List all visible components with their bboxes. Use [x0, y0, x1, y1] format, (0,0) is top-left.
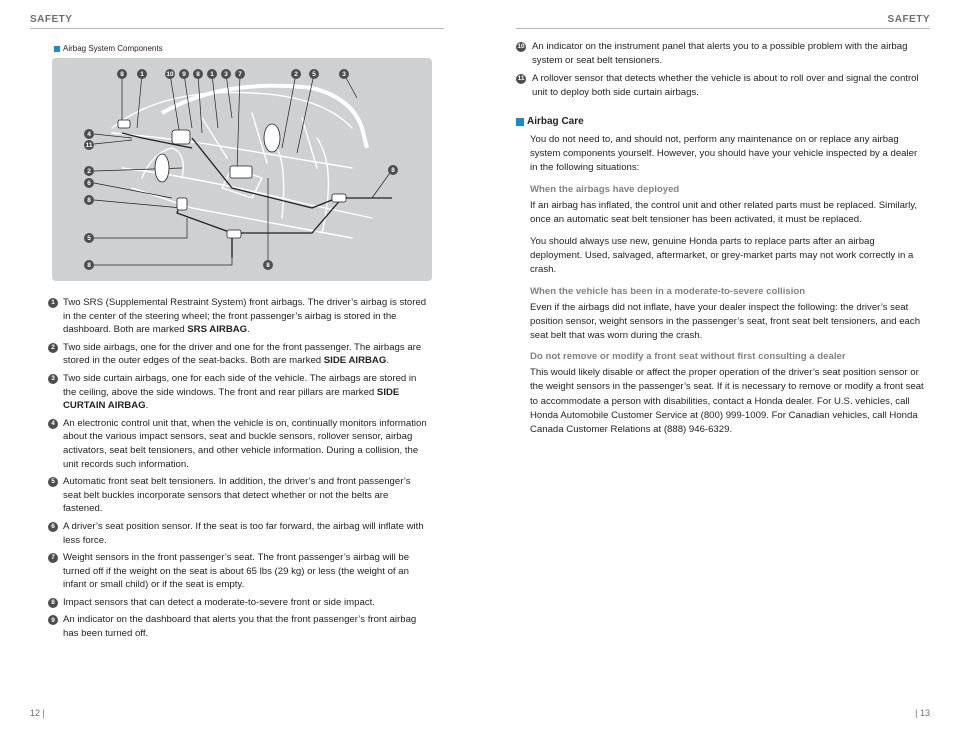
- callout-badge: 5: [309, 69, 319, 79]
- callout-badge: 8: [117, 69, 127, 79]
- callout-badge: 8: [84, 260, 94, 270]
- item-number-badge: 2: [48, 343, 58, 353]
- item-text: [63, 296, 428, 337]
- intro-paragraph: You do not need to, and should not, perform any maintenance on or replace any airbag system components yourself. However, you should have your vehicle inspected by a dealer in the following situations:: [530, 134, 918, 174]
- list-item: [516, 40, 926, 67]
- list-item: [48, 296, 428, 337]
- page-number: | 13: [915, 708, 930, 718]
- subheading: When the vehicle has been in a moderate-to-severe collision: [530, 285, 806, 297]
- item-number-badge: 4: [48, 419, 58, 429]
- callout-badge: 10: [166, 70, 174, 78]
- list-item: [48, 475, 428, 516]
- diagram-callouts-left: [84, 58, 96, 281]
- item-body: Two side airbags, one for the driver and one for the front passenger. The airbags are stored in the outer edges of the seat-backs. Both are marked: [63, 341, 422, 367]
- item-marking: SRS AIRBAG: [187, 324, 248, 336]
- item-number-badge: 1: [48, 298, 58, 308]
- item-body: Two SRS (Supplemental Restraint System) front airbags. The driver’s airbag is stored in the center of the steering wheel; the front passenger’s airbag is stored in the dashboard. Both are marked: [63, 297, 427, 336]
- list-item: [48, 551, 428, 592]
- item-text: [63, 372, 428, 413]
- callout-badge: 1: [137, 69, 147, 79]
- header-rule: [516, 28, 930, 29]
- callout-badge: 11: [85, 141, 93, 149]
- item-text: [63, 341, 428, 368]
- page-number: 12 |: [30, 708, 45, 718]
- item-text: A rollover sensor that detects whether the vehicle is about to roll over and signal the control unit to deploy both side curtain airbags.: [532, 73, 919, 98]
- item-number-badge: 9: [48, 615, 58, 625]
- item-marking: SIDE CURTAIN AIRBAG: [63, 386, 400, 412]
- page-header: SAFETY: [887, 14, 930, 25]
- callout-badge: 2: [84, 166, 94, 176]
- airbag-care-section: [516, 116, 926, 445]
- section-title: [516, 116, 926, 127]
- callout-badge: 8: [193, 69, 203, 79]
- item-text: Impact sensors that can detect a moderate-to-severe front or side impact.: [63, 596, 375, 608]
- callout-badge: 9: [179, 69, 189, 79]
- item-number-badge: 11: [517, 75, 525, 83]
- item-number-badge: 10: [517, 43, 525, 51]
- item-number-badge: 7: [48, 553, 58, 563]
- list-item: [48, 520, 428, 547]
- item-body: Two side curtain airbags, one for each side of the vehicle. The airbags are stored in the ceiling, above the side windows. The front and rear pillars are marked: [63, 372, 417, 398]
- callout-badge: 5: [84, 233, 94, 243]
- header-rule: [30, 28, 444, 29]
- callout-badge: 8: [263, 260, 273, 270]
- item-text: Automatic front seat belt tensioners. In addition, the driver’s and front passenger’s seat belt buckles incorporate sensors that detect whether or not the belts are fastened.: [63, 476, 411, 515]
- callout-badge: 3: [221, 69, 231, 79]
- list-item: [516, 72, 926, 99]
- airbag-diagram: [52, 58, 432, 281]
- callout-badge: 7: [235, 69, 245, 79]
- item-tail: .: [145, 400, 149, 412]
- item-text: An indicator on the instrument panel that alerts you to a possible problem with the airbag system or seat belt tensioners.: [532, 41, 908, 66]
- paragraph: This would likely disable or affect the proper operation of the driver’s seat position sensor or the weight sensors in the passenger’s seat. If it is necessary to remove or modify a front seat to accommodate a person with disabilities, contact a Honda dealer. For U.S. vehicles, call Honda Automobile Customer Service at (800) 999-1009. For Canadian vehicles, call Honda Canada Customer Relations at (888) 946-6329.: [530, 367, 924, 436]
- bullet-square-icon: [516, 118, 524, 126]
- item-tail: .: [386, 355, 389, 367]
- bullet-square-icon: [54, 46, 60, 52]
- callout-badge: 2: [291, 69, 301, 79]
- list-item: [48, 372, 428, 413]
- car-outline: [112, 92, 372, 238]
- paragraph: If an airbag has inflated, the control unit and other related parts must be replaced. Similarly, once an automatic seat belt tensioner has been activated, it must be replaced.: [530, 199, 917, 225]
- item-text: An electronic control unit that, when the vehicle is on, continually monitors information about the various impact sensors, seat and buckle sensors, rollover sensor, airbag activators, seat belt tensioners, and other vehicle information. During a collision, the unit records such information.: [63, 417, 427, 470]
- diagram-callouts-top: [52, 69, 432, 81]
- item-text: Weight sensors in the front passenger’s seat. The front passenger’s airbag will be turned off if the weight on the seat is about 65 lbs (29 kg) or less (the weight of an infant or small child) or if the seat is empty.: [63, 552, 410, 591]
- callout-badge: 8: [84, 195, 94, 205]
- page-header: SAFETY: [30, 14, 73, 25]
- item-text: A driver’s seat position sensor. If the seat is too far forward, the airbag will inflate with less force.: [63, 520, 424, 546]
- subheading: When the airbags have deployed: [530, 183, 680, 195]
- list-item: [48, 613, 428, 640]
- list-item: [48, 417, 428, 471]
- figure-label: [54, 44, 163, 53]
- paragraph: Even if the airbags did not inflate, have your dealer inspect the following: the driver’s seat position sensor, weight sensors in the passenger’s seat, front seat belt tensioners, and each seat belt that was worn during the crash.: [530, 301, 921, 342]
- callout-badge: 6: [84, 178, 94, 188]
- component-parts: [118, 120, 346, 238]
- item-number-badge: 3: [48, 374, 58, 384]
- right-page: [480, 0, 960, 738]
- car-interior-illustration: [52, 58, 432, 281]
- callout-badge: 4: [84, 129, 94, 139]
- callout-badge: 3: [339, 69, 349, 79]
- item-text: An indicator on the dashboard that alerts you that the front passenger’s front airbag has been turned off.: [63, 614, 417, 640]
- list-item: [48, 596, 428, 610]
- item-tail: .: [247, 324, 250, 336]
- item-number-badge: 8: [48, 598, 58, 608]
- subheading: Do not remove or modify a front seat without first consulting a dealer: [530, 351, 846, 363]
- callout-badge: 1: [207, 69, 217, 79]
- figure-label-text: Airbag System Components: [63, 44, 163, 53]
- component-list-continued: [516, 40, 926, 104]
- paragraph: You should always use new, genuine Honda parts to replace parts after an airbag deployment. Used, salvaged, aftermarket, or grey-market parts may not work correctly in a crash.: [530, 236, 914, 276]
- item-marking: SIDE AIRBAG: [323, 355, 387, 367]
- item-number-badge: 5: [48, 477, 58, 487]
- section-title-text: Airbag Care: [527, 116, 584, 127]
- list-item: [48, 341, 428, 368]
- item-number-badge: 6: [48, 522, 58, 532]
- callout-badge: 8: [388, 165, 398, 175]
- component-list: [48, 296, 428, 645]
